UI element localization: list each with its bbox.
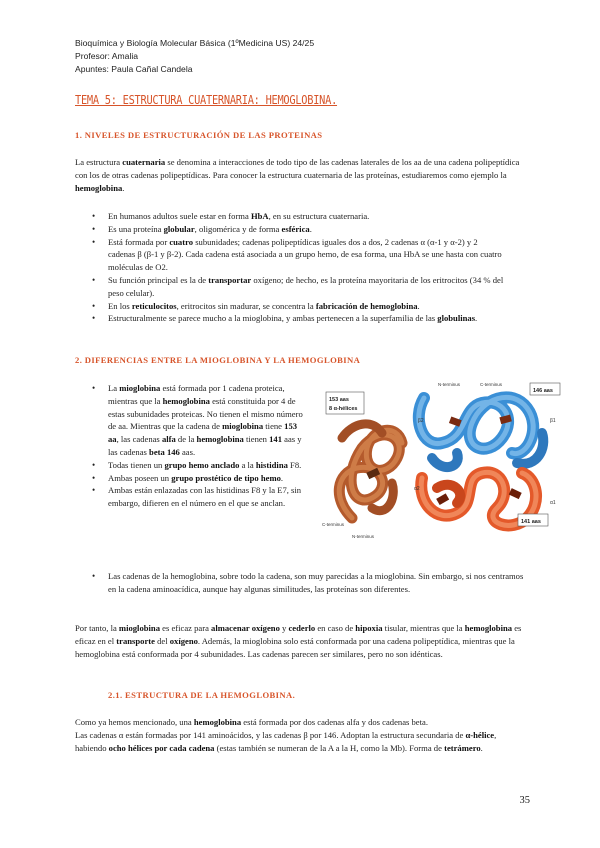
- hb-alpha-aa-count: 141 aas: [521, 519, 541, 525]
- bold-term: almacenar oxígeno: [211, 623, 280, 633]
- bold-term: reticulocitos: [131, 300, 177, 311]
- section-2-heading: 2. DIFERENCIAS ENTRE LA MIOGLOBINA Y LA HEMOGLOBINA: [75, 355, 361, 365]
- bold-term: esférica: [281, 223, 310, 234]
- bold-term: hemoglobina: [464, 623, 513, 633]
- section-2-bullets-wide: [88, 570, 528, 596]
- bold-term: tetrámero: [444, 743, 481, 753]
- protein-structure-illustration: [312, 378, 563, 542]
- bullet-item: • La mioglobina está formada por 1 cadena proteica, mientras que la hemoglobina está constituida por 4 de estas subunidades proteicas. No tienen el mismo número de aa. Mientras que la cadena de mioglobina tiene 153 aa, las cadenas alfa de la hemoglobina tienen 141 aas y las cadenas beta 146 aas.: [88, 382, 306, 459]
- bold-term: hemoglobina: [75, 183, 123, 193]
- bullet-item: • Su función principal es la de transportar oxígeno; de hecho, es la proteína mayoritaria de los eritrocitos (34 % del peso celular).: [88, 274, 506, 300]
- bold-term: transportar: [208, 274, 252, 285]
- bullet-item: • Estructuralmente se parece mucho a la mioglobina, y ambas pertenecen a la superfamilia de las globulinas.: [88, 312, 506, 325]
- n-terminus-label-mb: N-terminus: [352, 534, 375, 539]
- myoglobin-label-box: [326, 392, 364, 414]
- bold-term: 141: [269, 434, 283, 445]
- page-number: 35: [519, 795, 530, 806]
- bold-term: oxígeno: [169, 636, 198, 646]
- bullet-item: • Ambas están enlazadas con las histidinas F8 y la E7, sin embargo, difieren en el número en el que se anclan.: [88, 484, 306, 510]
- alpha2-label: α2: [414, 486, 420, 492]
- bold-term: hemoglobina: [162, 395, 210, 406]
- bold-term: alfa: [161, 434, 176, 445]
- bold-term: histidina: [255, 459, 288, 470]
- alpha1-label: α1: [550, 500, 556, 506]
- header-course: Bioquímica y Biología Molecular Básica (1ºMedicina US) 24/25: [75, 38, 315, 48]
- bold-term: hipoxia: [355, 623, 383, 633]
- bold-term: mioglobina: [119, 383, 161, 393]
- header-professor: Profesor: Amalia: [75, 51, 139, 61]
- myoglobin-ribbon: [339, 424, 402, 518]
- c-terminus-label-mb: C-terminus: [322, 522, 345, 527]
- bold-term: mioglobina: [222, 421, 264, 432]
- bold-term: HbA: [250, 211, 269, 221]
- bold-term: α-hélice: [465, 730, 495, 740]
- hb-beta-aa-count: 146 aas: [533, 388, 553, 394]
- myoglobin-hemoglobin-figure: [312, 378, 563, 542]
- mb-aa-count: 153 aas: [329, 397, 349, 403]
- beta1-label: β1: [550, 418, 556, 424]
- bold-term: grupo hemo anclado: [164, 459, 240, 470]
- bullet-item: • En los reticulocitos, eritrocitos sin madurar, se concentra la fabricación de hemoglobina.: [88, 300, 506, 313]
- c-terminus-label-hb: C-terminus: [480, 382, 503, 387]
- n-terminus-label-hb: N-terminus: [438, 382, 461, 387]
- bullet-item: • Está formada por cuatro subunidades; cadenas polipeptídicas iguales dos a dos, 2 cadenas α (α-1 y α-2) y 2 cadenas β (β-1 y β-2). Cada cadena está asociada a un grupo hemo, de esa forma, una HbA se une hasta con cuatro moléculas de O2.: [88, 236, 506, 274]
- bullet-item: • Todas tienen un grupo hemo anclado a la histidina F8.: [88, 459, 306, 472]
- bullet-item: • En humanos adultos suele estar en forma HbA, en su estructura cuaternaria.: [88, 210, 506, 223]
- hb-beta-label-box: [530, 383, 560, 395]
- section-2-bullets-narrow: [88, 382, 306, 510]
- bold-term: 153 aa: [108, 421, 298, 445]
- hb-alpha-label-box: [518, 514, 548, 526]
- bold-term: cederlo: [288, 623, 316, 633]
- section-1-heading: 1. NIVELES DE ESTRUCTURACIÓN DE LAS PROTEINAS: [75, 130, 323, 140]
- beta2-label: β2: [418, 418, 424, 424]
- bold-term: beta 146: [149, 446, 180, 457]
- bullet-item: • Ambas poseen un grupo prostético de tipo hemo.: [88, 472, 306, 485]
- bold-term: globulinas: [437, 313, 476, 324]
- bold-term: globular: [163, 223, 195, 234]
- bold-term: fabricación de hemoglobina: [315, 300, 418, 311]
- section-1-bullets: [88, 210, 506, 325]
- bullet-item: • Es una proteína globular, oligomérica y de forma esférica.: [88, 223, 506, 236]
- bold-term: ocho hélices por cada cadena: [108, 743, 215, 753]
- bold-term: mioglobina: [118, 623, 160, 633]
- section-2-1-body: Como ya hemos mencionado, una hemoglobina está formada por dos cadenas alfa y dos cadenas beta. Las cadenas α están formadas por 141 aminoácidos, y las cadenas β por 146. Adoptan la estructura secundaria de α-hélice, habiendo ocho hélices por cada cadena (estas también se numeran de la A a la H, como la Mb). Forma de tetrámero.: [75, 717, 497, 753]
- mb-helix-count: 8 α-hélices: [329, 406, 358, 412]
- bullet-item: • Las cadenas de la hemoglobina, sobre todo la cadena, son muy parecidas a la mioglobina. Sin embargo, si nos centramos en la cadena aminoacídica, aunque hay algunas similitudes, las proteínas son diferentes.: [88, 570, 528, 596]
- bold-term: cuatro: [169, 236, 194, 247]
- bold-term: hemoglobina: [193, 717, 242, 727]
- section-2-1-heading: 2.1. ESTRUCTURA DE LA HEMOGLOBINA.: [108, 690, 296, 700]
- bold-term: hemoglobina: [196, 434, 244, 445]
- bold-term: cuaternaria: [122, 157, 166, 167]
- bold-term: transporte: [116, 636, 155, 646]
- header-author: Apuntes: Paula Cañal Candela: [75, 64, 193, 74]
- page-title: TEMA 5: ESTRUCTURA CUATERNARIA: HEMOGLOBINA.: [75, 93, 338, 107]
- bold-term: grupo prostético de tipo hemo: [171, 472, 281, 483]
- hemoglobin-beta-chains: [419, 397, 543, 467]
- section-1-intro: La estructura cuaternaria se denomina a interacciones de todo tipo de las cadenas laterales de los aa de una cadena polipeptídica con los de otras cadenas polipeptídicas. Para conocer la estructura cuaternaria de las proteínas, estudiaremos como ejemplo la hemoglobina.: [75, 157, 520, 193]
- section-2-conclusion: Por tanto, la mioglobina es eficaz para almacenar oxígeno y cederlo en caso de hipoxia tisular, mientras que la hemoglobina es eficaz en el transporte del oxígeno. Además, la mioglobina solo está conformada por una cadena polipeptídica, mientras que la hemoglobina está conformada por 4 subunidades. Las cadenas parecen ser similares, pero no son idénticas.: [75, 623, 522, 659]
